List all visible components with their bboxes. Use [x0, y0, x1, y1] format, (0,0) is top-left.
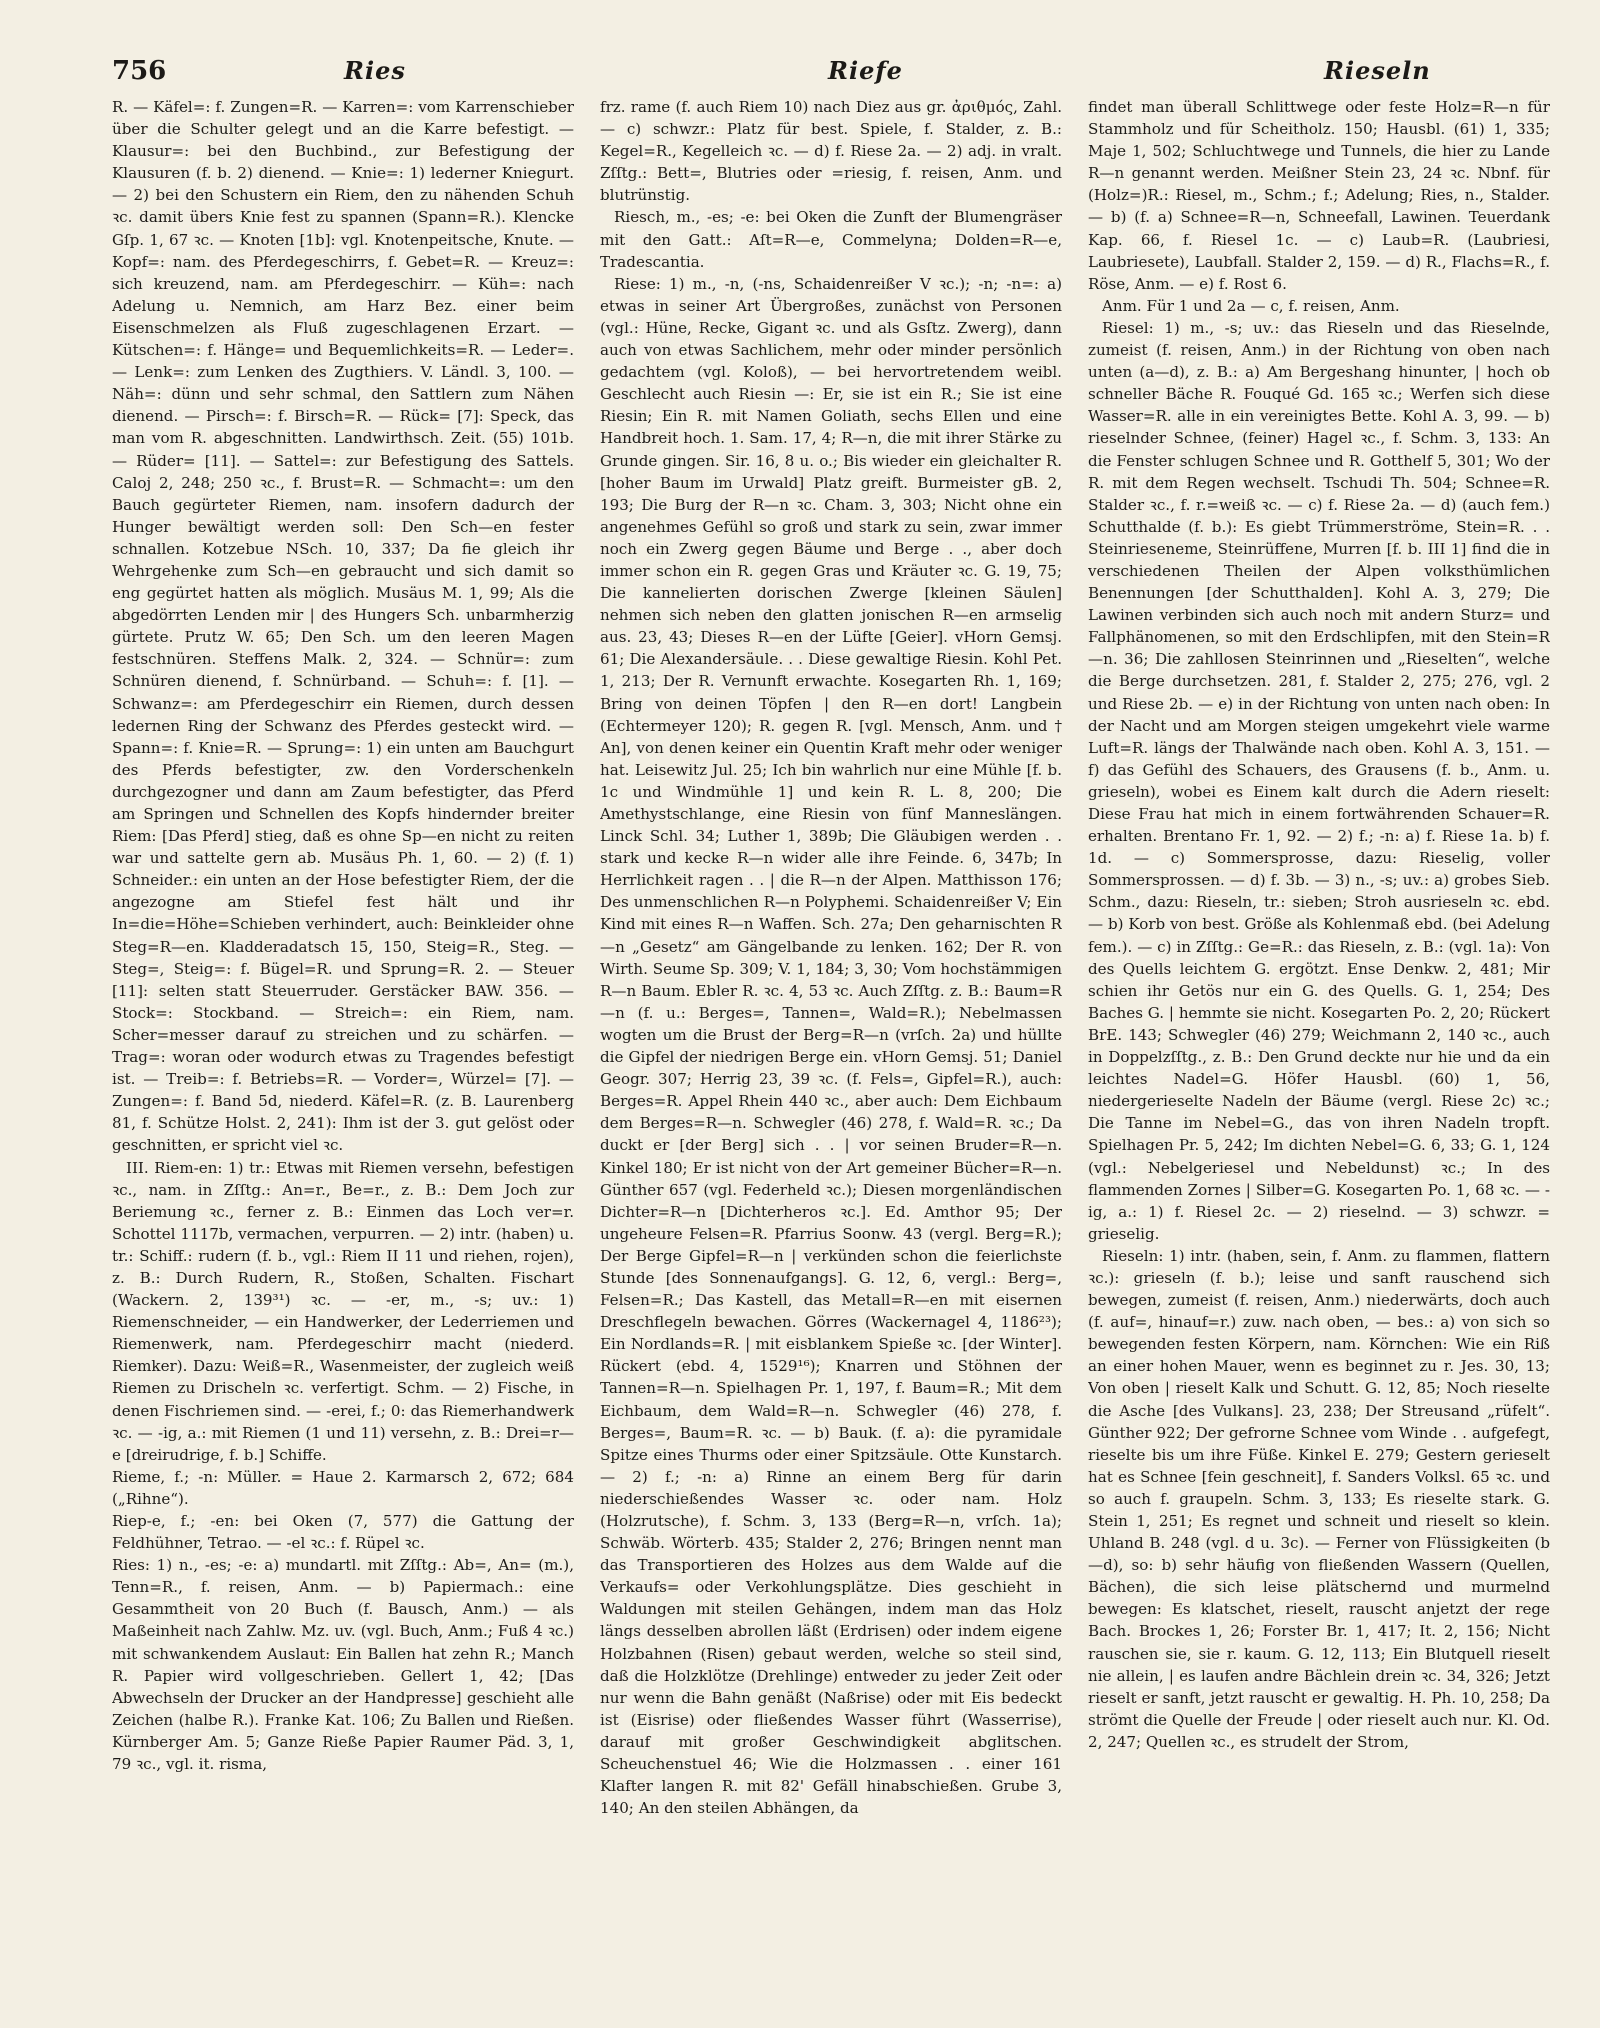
running-head-left: Ries	[344, 56, 406, 85]
entry-paragraph: Riesel: 1) m., -s; uv.: das Rieseln und das Rieselnde, zumeist (f. reisen, Anm.) in der Richtung von oben nach unten (a—d), z. B.: a) Am Bergeshang hinunter, | hoch ob schneller Bäche R. Fouqué Gd. 165 ꝛc.; Werfen sich diese Wasser=R. alle in ein vereinigtes Bette. Kohl A. 3, 99. — b) rieselnder Schnee, (feiner) Hagel ꝛc., f. Schm. 3, 133: An die Fenster schlugen Schnee und R. Gotthelf 5, 301; Wo der R. mit dem Regen wechselt. Tschudi Th. 504; Schnee=R. Stalder ꝛc., f. r.=weiß ꝛc. — c) f. Riese 2a. — d) (auch fem.) Schutthalde (f. b.): Es giebt Trümmerströme, Stein=R. . . Steinrieseneme, Steinrüffene, Murren [f. b. III 1] find die in verschiedenen Theilen der Alpen volksthümlichen Benennungen [der Schutthalden]. Kohl A. 3, 279; Die Lawinen verbinden sich auch noch mit andern Sturz= und Fallphänomenen, so mit den Erdschlipfen, mit den Stein=R—n. 36; Die zahllosen Steinrinnen und „Rieselten“, welche die Berge durchsetzen. 281, f. Stalder 2, 275; 276, vgl. 2 und Riese 2b. — e) in der Richtung von unten nach oben: In der Nacht und am Morgen steigen umgekehrt viele warme Luft=R. längs der Thalwände nach oben. Kohl A. 3, 151. — f) das Gefühl des Schauers, des Grausens (f. b., Anm. u. grieseln), wobei es Einem kalt durch die Adern rieselt: Diese Frau hat mich in einem fortwährenden Schauer=R. erhalten. Brentano Fr. 1, 92. — 2) f.; -n: a) f. Riese 1a. b) f. 1d. — c) Sommersprosse, dazu: Rieselig, voller Sommersprossen. — d) f. 3b. — 3) n., -s; uv.: a) grobes Sieb. Schm., dazu: Rieseln, tr.: sieben; Stroh ausrieseln ꝛc. ebd. — b) Korb von best. Größe als Kohlenmaß ebd. (bei Adelung fem.). — c) in Zſſtg.: Ge=R.: das Rieseln, z. B.: (vgl. 1a): Von des Quells leichtem G. ergötzt. Ense Denkw. 2, 481; Mir schien ihr Getös nur ein G. des Quells. G. 1, 254; Des Baches G. | hemmte sie nicht. Kosegarten Po. 2, 20; Rückert BrE. 143; Schwegler (46) 279; Weichmann 2, 140 ꝛc., auch in Doppelzſſtg., z. B.: Den Grund deckte nur hie und da ein leichtes Nadel=G. Höfer Hausbl. (60) 1, 56, niedergerieselte Nadeln der Bäume (vergl. Riese 2c) ꝛc.; Die Tanne im Nebel=G., das von ihren Nadeln tropft. Spielhagen Pr. 5, 242; Im dichten Nebel=G. 6, 33; G. 1, 124 (vgl.: Nebelgeriesel und Nebeldunst) ꝛc.; In des flammenden Zornes | Silber=G. Kosegarten Po. 1, 68 ꝛc. — -ig, a.: 1) f. Riesel 2c. — 2) rieselnd. — 3) schwzr. = grieselig.	[1088, 318, 1550, 1243]
running-head-center: Riefe	[828, 56, 903, 85]
entry-paragraph: Ries: 1) n., -es; -e: a) mundartl. mit Zſſtg.: Ab=, An= (m.), Tenn=R., f. reisen, Anm. — b) Papiermach.: eine Gesammtheit von 20 Buch (f. Bausch, Anm.) — als Maßeinheit nach Zahlw. Mz. uv. (vgl. Buch, Anm.; Fuß 4 ꝛc.) mit schwankendem Auslaut: Ein Ballen hat zehn R.; Manch R. Papier wird vollgeschrieben. Gellert 1, 42; [Das Abwechseln der Drucker an der Handpresse] geschieht alle Zeichen (halbe R.). Franke Kat. 106; Zu Ballen und Rießen. Kürnberger Am. 5; Ganze Rieße Papier Raumer Päd. 3, 1, 79 ꝛc., vgl. it. risma,	[112, 1556, 574, 1774]
column-right	[1088, 96, 1550, 1996]
entry-paragraph: Rieme, f.; -n: Müller. = Haue 2. Karmarsch 2, 672; 684 („Rihne“).	[112, 1467, 574, 1508]
entry-paragraph: Anm. Für 1 und 2a — c, f. reisen, Anm.	[1102, 296, 1400, 315]
column-middle	[600, 96, 1062, 1996]
column-left	[112, 96, 574, 1996]
entry-paragraph: Riesch, m., -es; -e: bei Oken die Zunft der Blumengräser mit den Gatt.: Aſt=R—e, Commelyna; Dolden=R—e, Tradescantia.	[600, 208, 1062, 271]
entry-paragraph: III. Riem-en: 1) tr.: Etwas mit Riemen versehn, befestigen ꝛc., nam. in Zſſtg.: An=r., Be=r., z. B.: Dem Joch zur Beriemung ꝛc., ferner z. B.: Einmen das Loch ver=r. Schottel 1117b, vermachen, verpurren. — 2) intr. (haben) u. tr.: Schiff.: rudern (f. b., vgl.: Riem II 11 und riehen, rojen), z. B.: Durch Rudern, R., Stoßen, Schalten. Fischart (Wackern. 2, 139³¹) ꝛc. — -er, m., -s; uv.: 1) Riemenschneider, — ein Handwerker, der Lederriemen und Riemenwerk, nam. Pferdegeschirr macht (niederd. Riemker). Dazu: Weiß=R., Wasenmeister, der zugleich weiß Riemen zu Drischeln ꝛc. verfertigt. Schm. — 2) Fische, in denen Fischriemen sind. — -erei, f.; 0: das Riemerhandwerk ꝛc. — -ig, a.: mit Riemen (1 und 11) versehn, z. B.: Drei=r—e [dreirudrige, f. b.] Schiffe.	[112, 1158, 574, 1464]
text-columns	[112, 96, 1556, 1996]
entry-paragraph: Rieseln: 1) intr. (haben, sein, f. Anm. zu flammen, flattern ꝛc.): grieseln (f. b.); leise und sanft rauschend sich bewegen, zumeist (f. reisen, Anm.) niederwärts, doch auch (f. auf=, hinauf=r.) zuw. nach oben, — bes.: a) von sich so bewegenden festen Körpern, nam. Körnchen: Wie ein Riß an einer hohen Mauer, wenn es beginnet zu r. Jes. 30, 13; Von oben | rieselt Kalk und Schutt. G. 12, 85; Noch rieselte die Asche [des Vulkans]. 23, 238; Der Streusand „rüfelt“. Günther 922; Der gefrorne Schnee vom Winde . . aufgefegt, rieselte bis um ihre Füße. Kinkel E. 279; Gestern gerieselt hat es Schnee [fein geschneit], f. Sanders Volksl. 65 ꝛc. und so auch f. graupeln. Schm. 3, 133; Es rieselte stark. G. Stein 1, 251; Es regnet und schneit und rieselt so klein. Uhland B. 248 (vgl. d u. 3c). — Ferner von Flüssigkeiten (b—d), so: b) sehr häufig von fließenden Wassern (Quellen, Bächen), die sich leise plätschernd und murmelnd bewegen: Es klatschet, rieselt, rauscht anjetzt der rege Bach. Brockes 1, 26; Forster Br. 1, 417; It. 2, 156; Nicht rauschen sie, sie r. kaum. G. 12, 113; Ein Blutquell rieselt nie allein, | es laufen andre Bächlein drein ꝛc. 34, 326; Jetzt rieselt er sanft, jetzt rauscht er gewaltig. H. Ph. 10, 258; Da strömt die Quelle der Freude | oder rieselt auch nur. Kl. Od. 2, 247; Quellen ꝛc., es strudelt der Strom,	[1088, 1246, 1550, 1751]
entry-paragraph: frz. rame (f. auch Riem 10) nach Diez aus gr. ἀριθμός, Zahl. — c) schwzr.: Platz für best. Spiele, f. Stalder, z. B.: Kegel=R., Kegelleich ꝛc. — d) f. Riese 2a. — 2) adj. in vralt. Zſſtg.: Bett=, Blutries oder =riesig, f. reisen, Anm. und blutrünstig.	[600, 98, 1062, 205]
page-number: 756	[112, 56, 167, 86]
entry-paragraph: Riep-e, f.; -en: bei Oken (7, 577) die Gattung der Feldhühner, Tetrao. — -el ꝛc.: f. Rüpel ꝛc.	[112, 1512, 574, 1553]
running-head-right: Rieseln	[1324, 56, 1431, 85]
entry-paragraph: Riese: 1) m., -n, (-ns, Schaidenreißer V ꝛc.); -n; -n=: a) etwas in seiner Art Übergroßes, zunächst von Personen (vgl.: Hüne, Recke, Gigant ꝛc. und als Gsſtz. Zwerg), dann auch von etwas Sachlichem, mehr oder minder persönlich gedachtem (vgl. Koloß), — bei hervortretendem weibl. Geschlecht auch Riesin —: Er, sie ist ein R.; Sie ist eine Riesin; Ein R. mit Namen Goliath, sechs Ellen und eine Handbreit hoch. 1. Sam. 17, 4; R—n, die mit ihrer Stärke zu Grunde gingen. Sir. 16, 8 u. o.; Bis wieder ein gleichalter R. [hoher Baum im Urwald] Platz greift. Burmeister gB. 2, 193; Die Burg der R—n ꝛc. Cham. 3, 303; Nicht ohne ein angenehmes Gefühl so groß und stark zu sein, zwar immer noch ein Zwerg gegen Bäume und Berge . ., aber doch immer schon ein R. gegen Gras und Kräuter ꝛc. G. 19, 75; Die kannelierten dorischen Zwerge [kleinen Säulen] nehmen sich neben den glatten jonischen R—en armselig aus. 23, 43; Dieses R—en der Lüfte [Geier]. vHorn Gemsj. 61; Die Alexandersäule. . . Diese gewaltige Riesin. Kohl Pet. 1, 213; Der R. Vernunft erwachte. Kosegarten Rh. 1, 169; Bring von deinen Töpfen | den R—en dort! Langbein (Echtermeyer 120); R. gegen R. [vgl. Mensch, Anm. und † An], von denen keiner ein Quentin Kraft mehr oder weniger hat. Leisewitz Jul. 25; Ich bin wahrlich nur eine Mühle [f. b. 1c und Windmühle 1] und kein R. L. 8, 200; Die Amethystschlange, eine Riesin von fünf Manneslängen. Linck Schl. 34; Luther 1, 389b; Die Gläubigen werden . . stark und kecke R—n wider alle ihre Feinde. 6, 347b; In Herrlichkeit ragen . . | die R—n der Alpen. Matthisson 176; Des unmenschlichen R—n Polyphemi. Schaidenreißer V; Ein Kind mit eines R—n Waffen. Sch. 27a; Den geharnischten R—n „Gesetz“ am Gängelbande zu lenken. 162; Der R. von Wirth. Seume Sp. 309; V. 1, 184; 3, 30; Vom hochstämmigen R—n Baum. Ebler R. ꝛc. 4, 53 ꝛc. Auch Zſſtg. z. B.: Baum=R—n (f. u.: Berges=, Tannen=, Wald=R.); Nebelmassen wogten um die Brust der Berg=R—n (vrſch. 2a) und hüllte die Gipfel der niedrigen Berge ein. vHorn Gemsj. 51; Daniel Geogr. 307; Herrig 23, 39 ꝛc. (f. Fels=, Gipfel=R.), auch: Berges=R. Appel Rhein 440 ꝛc., aber auch: Dem Eichbaum dem Berges=R—n. Schwegler (46) 278, f. Wald=R. ꝛc.; Da duckt er [der Berg] sich . . | vor seinen Bruder=R—n. Kinkel 180; Er ist nicht von der Art gemeiner Bücher=R—n. Günther 657 (vgl. Federheld ꝛc.); Diesen morgenländischen Dichter=R—n [Dichterheros ꝛc.]. Ed. Amthor 95; Der ungeheure Felsen=R. Pfarrius Soonw. 43 (vergl. Berg=R.); Der Berge Gipfel=R—n | verkünden schon die feierlichste Stunde [des Sonnenaufgangs]. G. 12, 6, vergl.: Berg=, Felsen=R.; Das Kastell, das Metall=R—en mit eisernen Dreschflegeln bewachen. Görres (Wackernagel 4, 1186²³); Ein Nordlands=R. | mit eisblankem Spieße ꝛc. [der Winter]. Rückert (ebd. 4, 1529¹⁶); Knarren und Stöhnen der Tannen=R—n. Spielhagen Pr. 1, 197, f. Baum=R.; Mit dem Eichbaum, dem Wald=R—n. Schwegler (46) 278, f. Berges=, Baum=R. ꝛc. — b) Bauk. (f. a): die pyramidale Spitze eines Thurms oder einer Spitzsäule. Otte Kunstarch. — 2) f.; -n: a) Rinne an einem Berg für darin niederschießendes Wasser ꝛc. oder nam. Holz (Holzrutsche), f. Schm. 3, 133 (Berg=R—n, vrſch. 1a); Schwäb. Wörterb. 435; Stalder 2, 276; Bringen nennt man das Transportieren des Holzes aus dem Walde auf die Verkaufs= oder Verkohlungsplätze. Dies geschieht in Waldungen mit steilen Gehängen, indem man das Holz längs desselben abrollen läßt (Erdrisen) oder indem eigene Holzbahnen (Risen) gebaut werden, welche so steil sind, daß die Holzklötze (Drehlinge) entweder zu jeder Zeit oder nur wenn die Bahn genäßt (Naßrise) oder mit Eis bedeckt ist (Eisrise) oder fließendes Wasser führt (Wasserrise), darauf mit großer Geschwindigkeit abglitschen. Scheuchenstuel 46; Wie die Holzmassen . . einer 161 Klafter langen R. mit 82' Gefäll hinabschießen. Grube 3, 140; An den steilen Abhängen, da	[600, 274, 1062, 1818]
page-header	[112, 56, 1556, 96]
entry-paragraph: R. — Käfel=: f. Zungen=R. — Karren=: vom Karrenschieber über die Schulter gelegt und an die Karre befestigt. — Klausur=: bei den Buchbind., zur Befestigung der Klausuren (f. b. 2) dienend. — Knie=: 1) lederner Kniegurt. — 2) bei den Schustern ein Riem, den zu nähenden Schuh ꝛc. damit übers Knie fest zu spannen (Spann=R.). Klencke Gſp. 1, 67 ꝛc. — Knoten [1b]: vgl. Knotenpeitsche, Knute. — Kopf=: nam. des Pferdegeschirrs, f. Gebet=R. — Kreuz=: sich kreuzend, nam. am Pferdegeschirr. — Küh=: nach Adelung u. Nemnich, am Harz Bez. einer beim Eisenschmelzen als Fluß zugeschlagenen Erzart. — Kütschen=: f. Hänge= und Bequemlichkeits=R. — Leder=. — Lenk=: zum Lenken des Zugthiers. V. Ländl. 3, 100. — Näh=: dünn und sehr schmal, den Sattlern zum Nähen dienend. — Pirsch=: f. Birsch=R. — Rück= [7]: Speck, das man vom R. abgeschnitten. Landwirthsch. Zeit. (55) 101b. — Rüder= [11]. — Sattel=: zur Befestigung des Sattels. Caloj 2, 248; 250 ꝛc., f. Brust=R. — Schmacht=: um den Bauch gegürteter Riemen, nam. insofern dadurch der Hunger bewältigt werden soll: Den Sch—en fester schnallen. Kotzebue NSch. 10, 337; Da fie gleich ihr Wehrgehenke zum Sch—en gebraucht und sich damit so eng gegürtet hatten als möglich. Musäus M. 1, 99; Als die abgedörrten Lenden mir | des Hungers Sch. unbarmherzig gürtete. Prutz W. 65; Den Sch. um den leeren Magen festschnüren. Steffens Malk. 2, 324. — Schnür=: zum Schnüren dienend, f. Schnürband. — Schuh=: f. [1]. — Schwanz=: am Pferdegeschirr ein Riemen, durch dessen ledernen Ring der Schwanz des Pferdes gesteckt wird. — Spann=: f. Knie=R. — Sprung=: 1) ein unten am Bauchgurt des Pferds befestigter, zw. den Vorderschenkeln durchgezogner und dann am Zaum befestigter, das Pferd am Springen und Schnellen des Kopfs hindernder breiter Riem: [Das Pferd] stieg, daß es ohne Sp—en nicht zu reiten war und sattelte gern ab. Musäus Ph. 1, 60. — 2) (f. 1) Schneider.: ein unten an der Hose befestigter Riem, der die angezogne am Stiefel fest hält und ihr In=die=Höhe=Schieben verhindert, auch: Beinkleider ohne Steg=R—en. Kladderadatsch 15, 150, Steig=R., Steg. — Steg=, Steig=: f. Bügel=R. und Sprung=R. 2. — Steuer [11]: selten statt Steuerruder. Gerstäcker BAW. 356. — Stock=: Stockband. — Streich=: ein Riem, nam. Scher=messer darauf zu streichen und zu schärfen. — Trag=: woran oder wodurch etwas zu Tragendes befestigt ist. — Treib=: f. Betriebs=R. — Vorder=, Würzel= [7]. — Zungen=: f. Band 5d, niederd. Käfel=R. (z. B. Laurenberg 81, f. Schütze Holst. 2, 241): Ihm ist der 3. gut gelöst oder geschnitten, er spricht viel ꝛc.	[112, 98, 574, 1155]
entry-paragraph: findet man überall Schlittwege oder feste Holz=R—n für Stammholz und für Scheitholz. 150; Hausbl. (61) 1, 335; Maje 1, 502; Schluchtwege und Tunnels, die hier zu Lande R—n genannt werden. Meißner Stein 23, 24 ꝛc. Nbnf. für (Holz=)R.: Riesel, m., Schm.; f.; Adelung; Ries, n., Stalder. — b) (f. a) Schnee=R—n, Schneefall, Lawinen. Teuerdank Kap. 66, f. Riesel 1c. — c) Laub=R. (Laubriesi, Laubriesete), Laubfall. Stalder 2, 159. — d) R., Flachs=R., f. Röse, Anm. — e) f. Rost 6.	[1088, 98, 1550, 293]
